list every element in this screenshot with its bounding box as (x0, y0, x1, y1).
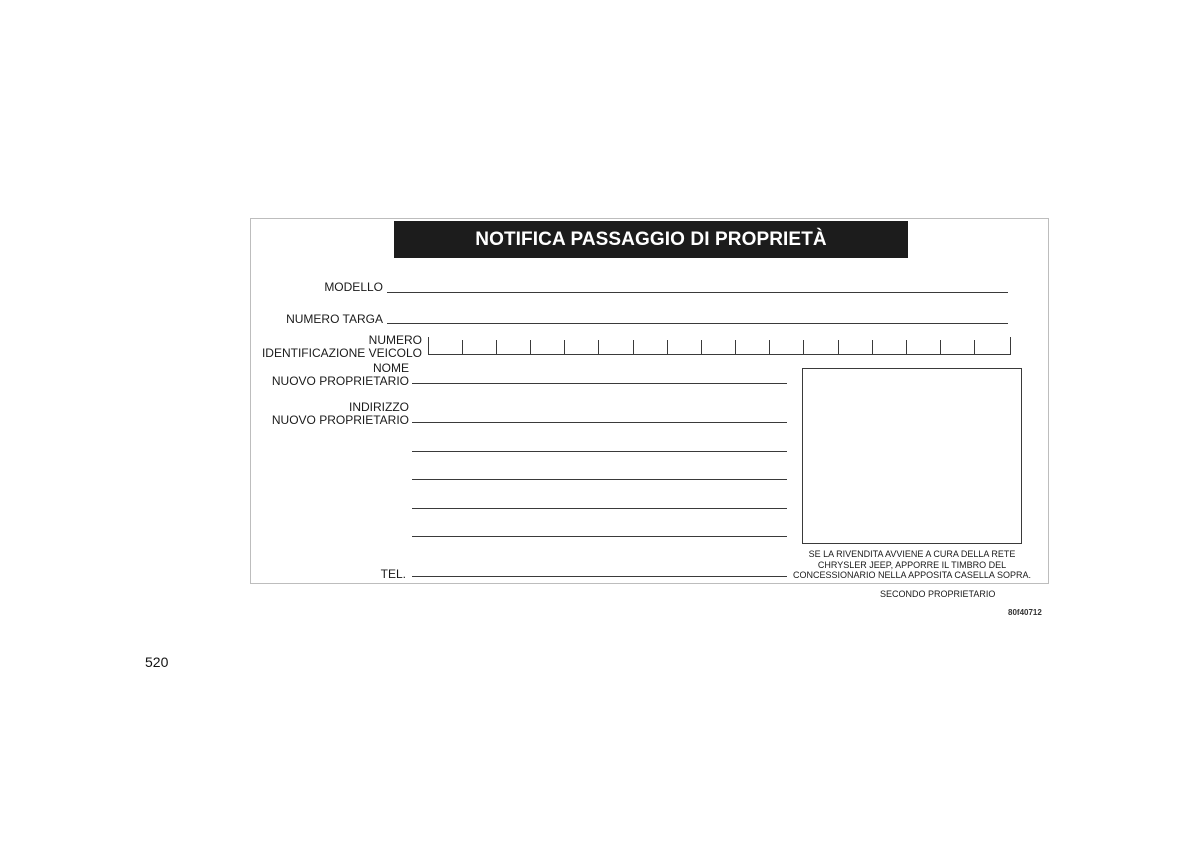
vin-tick (906, 340, 907, 354)
vin-tick (838, 340, 839, 354)
indirizzo-field-5[interactable] (412, 536, 787, 537)
ownership-transfer-form (250, 218, 1049, 584)
vin-baseline (428, 354, 1011, 355)
nome-label-line1: NOME (373, 361, 409, 375)
vin-tick (872, 340, 873, 354)
dealer-stamp-box (802, 368, 1022, 544)
indirizzo-label-line1: INDIRIZZO (349, 400, 409, 414)
vin-tick (496, 340, 497, 354)
vin-tick (735, 340, 736, 354)
nome-field[interactable] (412, 383, 787, 384)
indirizzo-field-2[interactable] (412, 451, 787, 452)
vin-tick (1010, 337, 1011, 354)
numero-targa-label: NUMERO TARGA (286, 312, 383, 326)
vin-tick (598, 340, 599, 354)
page-number: 520 (145, 654, 169, 670)
nome-label (272, 362, 409, 388)
form-caption: SECONDO PROPRIETARIO (880, 589, 996, 599)
vin-tick (428, 337, 429, 354)
modello-field[interactable] (387, 292, 1008, 293)
indirizzo-field-3[interactable] (412, 479, 787, 480)
stamp-instruction-line3: CONCESSIONARIO NELLA APPOSITA CASELLA SOPRA. (793, 570, 1031, 580)
vin-tick (530, 340, 531, 354)
vin-character-boxes[interactable] (428, 337, 1011, 355)
stamp-instruction-line2: CHRYSLER JEEP, APPORRE IL TIMBRO DEL (817, 559, 1007, 570)
tel-label: TEL. (380, 567, 406, 581)
stamp-instruction (781, 549, 1043, 581)
indirizzo-label-line2: NUOVO PROPRIETARIO (271, 413, 409, 427)
vin-tick (667, 340, 668, 354)
vin-tick (564, 340, 565, 354)
form-title: NOTIFICA PASSAGGIO DI PROPRIETÀ (394, 221, 908, 258)
indirizzo-field-1[interactable] (412, 422, 787, 423)
stamp-instruction-line1: SE LA RIVENDITA AVVIENE A CURA DELLA RETE (808, 549, 1016, 559)
vin-tick (940, 340, 941, 354)
figure-code: 80f40712 (1008, 608, 1042, 617)
vin-tick (462, 340, 463, 354)
vin-tick (769, 340, 770, 354)
vin-label (262, 334, 422, 360)
indirizzo-field-4[interactable] (412, 508, 787, 509)
vin-tick (633, 340, 634, 354)
nome-label-line2: NUOVO PROPRIETARIO (271, 374, 409, 388)
modello-label: MODELLO (324, 280, 383, 294)
vin-tick (701, 340, 702, 354)
vin-tick (803, 340, 804, 354)
indirizzo-label (272, 401, 409, 427)
vin-label-line2: IDENTIFICAZIONE VEICOLO (261, 346, 422, 360)
numero-targa-field[interactable] (387, 323, 1008, 324)
vin-label-line1: NUMERO (368, 333, 422, 347)
tel-field[interactable] (412, 576, 787, 577)
vin-tick (974, 340, 975, 354)
